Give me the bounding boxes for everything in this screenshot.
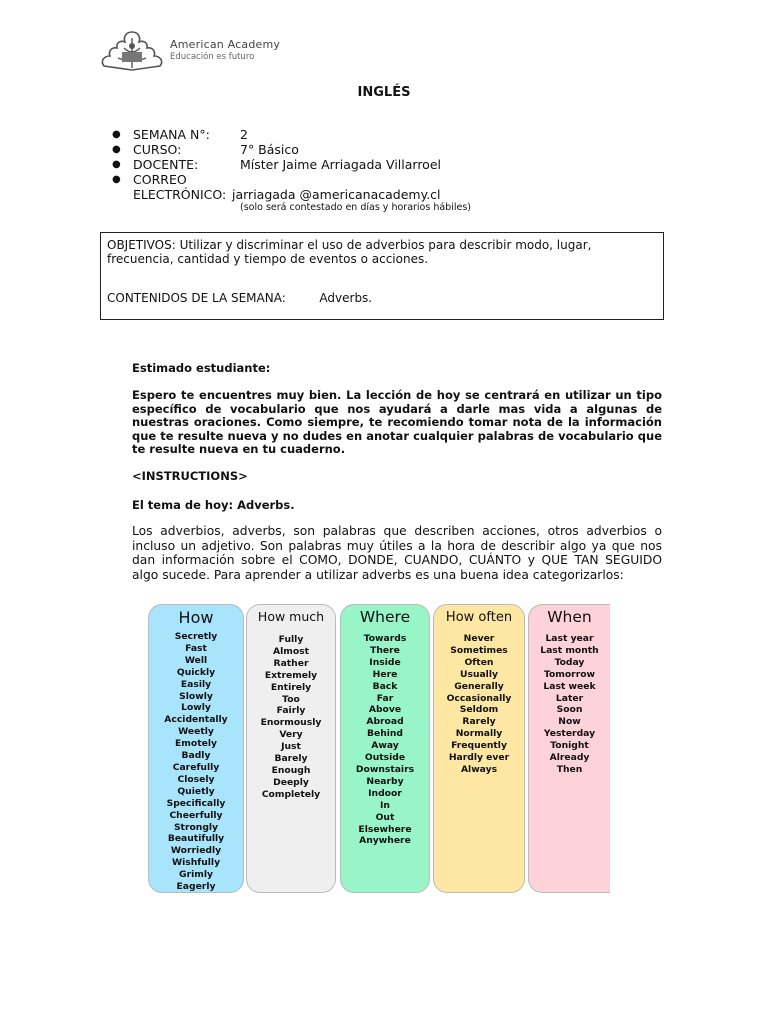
adverb-word: Accidentally — [164, 714, 228, 726]
adverb-word: Inside — [369, 656, 401, 668]
adverb-word: Yesterday — [543, 728, 596, 740]
bullet-icon: ● — [112, 129, 121, 140]
adverb-word: Very — [279, 729, 303, 741]
adverb-word: Often — [464, 656, 494, 668]
adverb-word: Last week — [543, 680, 596, 692]
adverb-word: Quietly — [177, 785, 215, 797]
adverb-word: Deeply — [273, 776, 309, 788]
course-label: CURSO: — [133, 142, 182, 157]
adverb-word: Slowly — [179, 690, 213, 702]
adverb-word: Completely — [261, 788, 321, 800]
column-where — [340, 604, 430, 893]
adverb-word: Abroad — [366, 716, 404, 728]
adverb-word: Quickly — [176, 666, 216, 678]
contents-label: CONTENIDOS DE LA SEMANA: — [107, 291, 286, 305]
adverb-word: Extremely — [264, 669, 318, 681]
adverb-word: Frequently — [451, 740, 507, 752]
adverb-word: Back — [372, 680, 398, 692]
adverb-word: Worriedly — [170, 845, 222, 857]
column-how-much — [246, 604, 336, 893]
adverb-word: Away — [371, 740, 399, 752]
adverb-word: Almost — [272, 645, 309, 657]
column-title: How much — [257, 609, 325, 624]
adverb-word: In — [380, 799, 390, 811]
adverb-word: Carefully — [172, 761, 220, 773]
page-title: INGLÉS — [357, 85, 411, 100]
adverb-word: Beautifully — [167, 833, 225, 845]
adverb-word: Weetly — [178, 726, 214, 738]
adverb-word: Cheerfully — [169, 809, 223, 821]
adverb-word: Last month — [540, 644, 599, 656]
email-note: (solo será contestado en días y horarios hábiles) — [240, 202, 471, 213]
adverb-word: Then — [556, 763, 583, 775]
adverb-word: Enough — [271, 764, 311, 776]
adverb-word: Fairly — [276, 705, 306, 717]
bullet-icon: ● — [112, 174, 121, 185]
column-items — [434, 633, 524, 776]
adverb-word: Here — [372, 668, 398, 680]
adverb-word: Normally — [455, 728, 503, 740]
adverb-word: Elsewhere — [358, 823, 412, 835]
adverb-word: Hardly ever — [448, 752, 510, 764]
adverb-word: Always — [460, 763, 498, 775]
logo-title: American Academy — [170, 38, 281, 51]
adverb-word: Well — [184, 654, 208, 666]
column-items — [341, 633, 429, 847]
adverb-word: Later — [555, 692, 584, 704]
adverb-word: Badly — [181, 750, 211, 762]
teacher-label: DOCENTE: — [133, 157, 199, 172]
adverb-word: Downstairs — [355, 763, 415, 775]
column-items — [247, 634, 335, 801]
adverb-word: Tomorrow — [543, 668, 596, 680]
adverb-word: Indoor — [368, 787, 402, 799]
objectives-line1: OBJETIVOS: Utilizar y discriminar el uso de adverbios para describir modo, lugar, — [107, 238, 592, 252]
column-items — [529, 633, 610, 776]
adverb-word: Fast — [185, 642, 207, 654]
adverb-word: Eagerly — [176, 881, 216, 893]
topic-heading: El tema de hoy: Adverbs. — [132, 498, 295, 512]
adverb-word: Anywhere — [359, 835, 411, 847]
course-value: 7° Básico — [240, 142, 299, 157]
adverb-word: Far — [376, 692, 394, 704]
column-title: How — [178, 608, 214, 627]
email-label-line2: ELECTRÓNICO: — [133, 187, 227, 202]
adverb-word: Occasionally — [446, 692, 512, 704]
adverb-word: Behind — [366, 728, 404, 740]
email-value[interactable]: jarriagada @americanacademy.cl — [232, 187, 441, 202]
adverb-word: Rarely — [462, 716, 496, 728]
instructions-heading: <INSTRUCTIONS> — [132, 469, 248, 483]
week-value: 2 — [240, 127, 248, 142]
column-how-often — [433, 604, 525, 893]
adverb-word: Enormously — [260, 717, 322, 729]
greeting: Estimado estudiante: — [132, 361, 271, 375]
adverb-word: Strongly — [173, 821, 219, 833]
adverb-word: Seldom — [459, 704, 499, 716]
column-title: How often — [445, 610, 513, 625]
adverb-word: Fully — [278, 634, 304, 645]
adverb-word: Above — [368, 704, 402, 716]
bullet-icon: ● — [112, 159, 121, 170]
week-label: SEMANA N°: — [133, 127, 210, 142]
intro-paragraph: Espero te encuentres muy bien. La lección de hoy se centrará en utilizar un tipo específico de vocabulario que nos ayudará a darle mas vida a algunas de nuestras oraciones. Como siempre, te recomiendo tomar nota de la información que te resulte nueva y no dudes en anotar cualquier palabras de vocabulario que te resulte nueva en tu cuaderno. — [132, 388, 662, 457]
adverb-word: Last year — [545, 633, 594, 644]
adverb-word: Already — [549, 752, 590, 764]
adverb-word: Just — [281, 741, 301, 753]
school-logo — [96, 28, 296, 76]
contents-line — [107, 291, 372, 305]
adverb-word: Nearby — [366, 775, 404, 787]
adverb-word: Rather — [273, 657, 309, 669]
objectives-line2: frecuencia, cantidad y tiempo de eventos o acciones. — [107, 252, 429, 266]
column-items — [149, 631, 243, 893]
adverb-word: Usually — [460, 668, 498, 680]
adverb-word: Entirely — [270, 681, 312, 693]
email-label-line1: CORREO — [133, 172, 187, 187]
adverb-word: Barely — [274, 753, 308, 765]
adverb-word: Towards — [363, 633, 407, 644]
adverb-word: Today — [554, 656, 585, 668]
adverbs-paragraph: Los adverbios, adverbs, son palabras que describen acciones, otros adverbios o incluso un adjetivo. Son palabras muy útiles a la hora de describir algo ya que nos dan información sobre el COMO, DONDE, CUANDO, CUÁNTO y QUE TAN SEGUIDO algo sucede. Para aprender a utilizar adverbs es una buena idea categorizarlos: — [132, 524, 662, 582]
adverb-word: Wishfully — [171, 857, 221, 869]
adverb-word: Tonight — [550, 740, 589, 752]
adverb-word: Out — [375, 811, 395, 823]
adverb-word: Soon — [556, 704, 583, 716]
adverb-word: Lowly — [181, 702, 211, 714]
adverb-word: Never — [463, 633, 495, 644]
adverb-word: Closely — [177, 773, 215, 785]
adverb-word: Too — [282, 693, 300, 705]
logo-subtitle: Educación es futuro — [170, 52, 255, 62]
adverb-word: Easily — [180, 678, 212, 690]
teacher-value: Míster Jaime Arriagada Villarroel — [240, 157, 441, 172]
adverb-word: Now — [558, 716, 581, 728]
contents-value: Adverbs. — [319, 291, 373, 305]
fleur-emblem-icon — [96, 28, 168, 74]
column-how — [148, 604, 244, 893]
adverb-word: Emotely — [175, 738, 217, 750]
adverb-word: Specifically — [166, 797, 226, 809]
adverb-word: Generally — [454, 680, 504, 692]
adverb-word: Grimly — [179, 869, 213, 881]
column-title: Where — [359, 608, 411, 626]
column-title: When — [547, 608, 592, 626]
adverb-word: There — [370, 644, 400, 656]
adverb-categories — [148, 604, 610, 894]
adverb-word: Secretly — [174, 631, 218, 642]
adverb-word: Outside — [364, 752, 406, 764]
objectives-box — [100, 232, 664, 320]
column-when — [528, 604, 610, 893]
adverb-word: Sometimes — [450, 644, 508, 656]
bullet-icon: ● — [112, 144, 121, 155]
